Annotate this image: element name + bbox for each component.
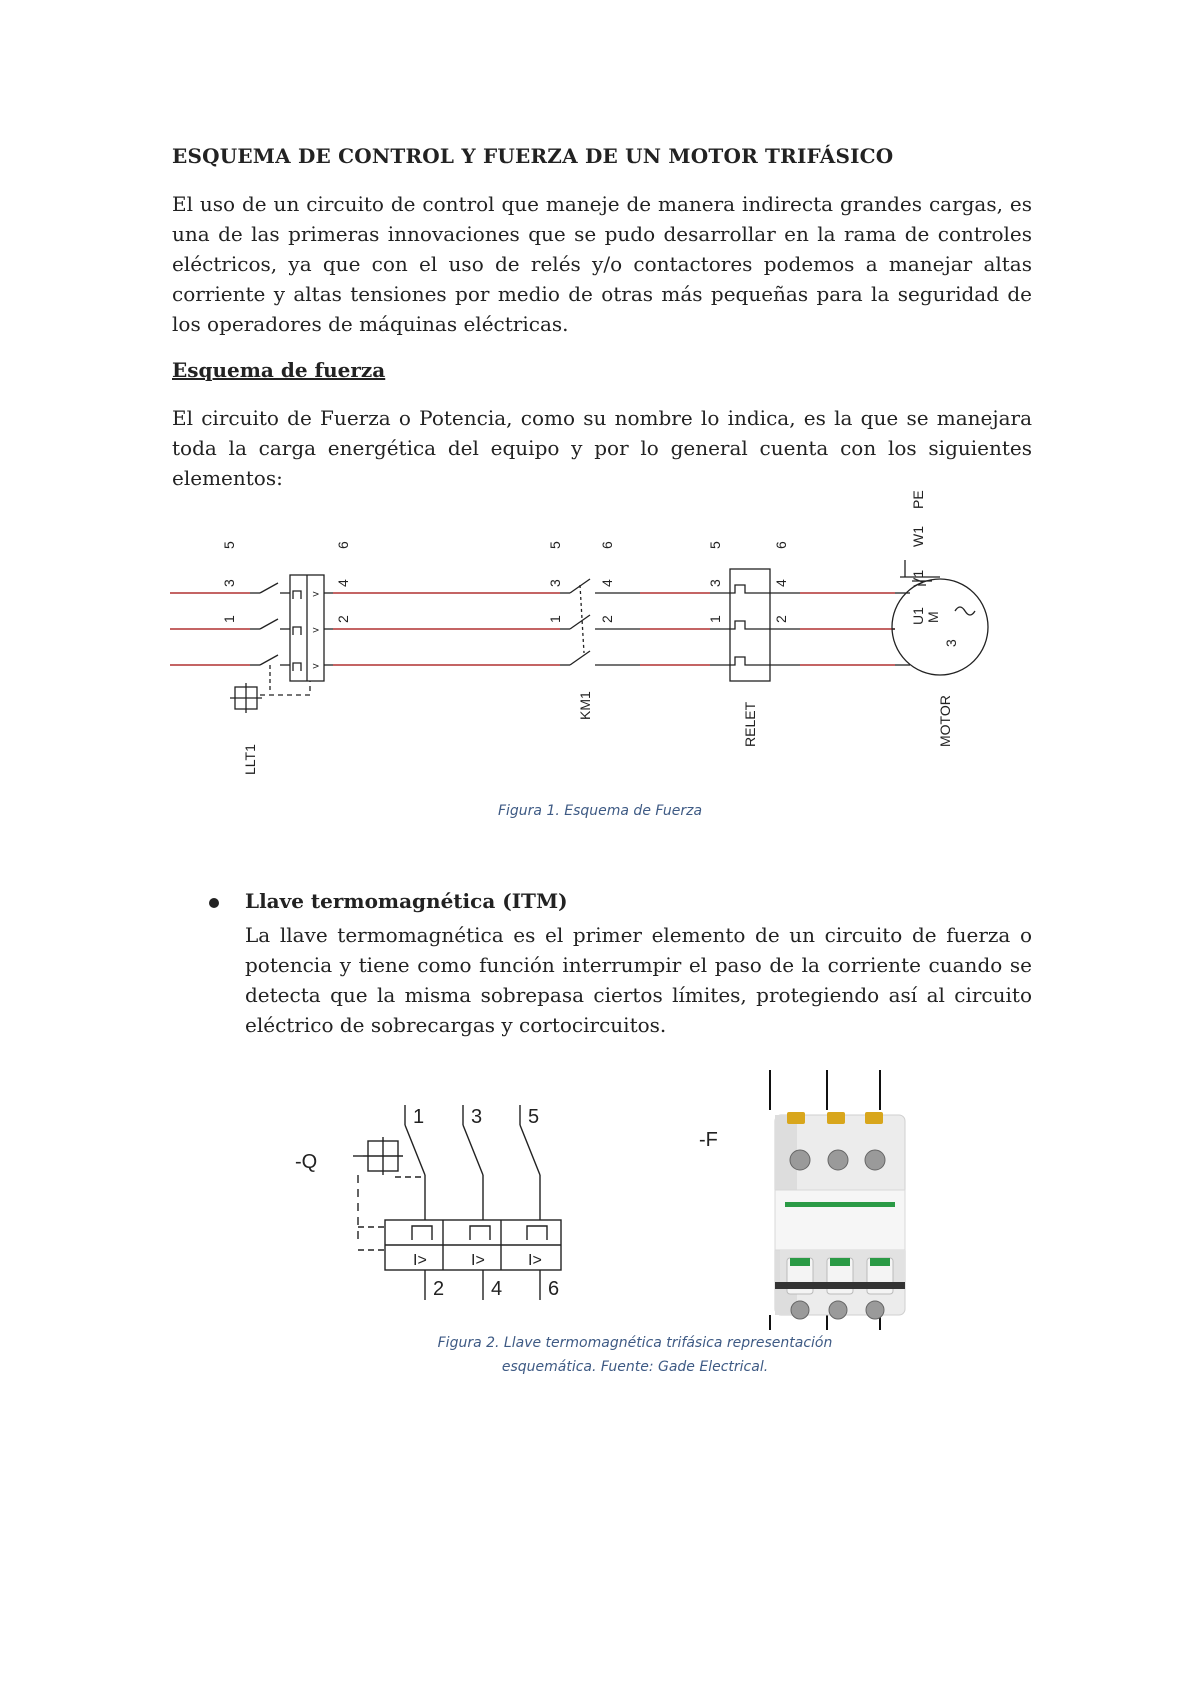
relet-terminal-3: 3	[707, 579, 723, 587]
km1-terminal-4: 4	[599, 579, 615, 587]
relet-terminal-4: 4	[773, 579, 789, 587]
bottom-terminal-4: 4	[491, 1278, 503, 1300]
km1-terminal-1: 1	[547, 615, 563, 623]
relet-terminal-6: 6	[773, 541, 789, 549]
intro-paragraph: El uso de un circuito de control que maneje de manera indirecta grandes cargas, es una de las primeras innovaciones que se pudo desarrollar en la rama de controles eléctricos, ya que con el uso de relés y/o contactores podemos a manejar altas corriente y altas tensiones por medio de otras más pequeñas para la seguridad de los operadores de máquinas eléctricas.	[172, 192, 1032, 336]
figure-2-caption-line-2: esquemática. Fuente: Gade Electrical.	[501, 1359, 769, 1375]
terminal-1-label: 1	[221, 615, 237, 623]
figure-1-caption: Figura 1. Esquema de Fuerza	[497, 803, 703, 819]
top-terminal-3: 3	[471, 1106, 483, 1128]
km1-terminal-5: 5	[547, 541, 563, 549]
bottom-terminal-6: 6	[548, 1278, 560, 1300]
u1-label: U1	[910, 607, 926, 625]
relet-terminal-2: 2	[773, 615, 789, 623]
bullet-heading: Llave termomagnética (ITM)	[245, 889, 568, 913]
top-terminal-1: 1	[413, 1106, 425, 1128]
terminal-6-label: 6	[335, 541, 351, 549]
relet-terminal-5: 5	[707, 541, 723, 549]
terminal-4-label: 4	[335, 579, 351, 587]
trip-symbol-3: I>	[528, 1252, 542, 1269]
v1-label: V1	[910, 569, 926, 587]
motor-symbol-label: M	[925, 611, 941, 623]
breaker-label: LLT1	[242, 744, 258, 775]
top-terminal-5: 5	[528, 1106, 540, 1128]
terminal-3-label: 3	[221, 579, 237, 587]
relay-label: RELET	[742, 701, 758, 747]
km1-terminal-3: 3	[547, 579, 563, 587]
w1-label: W1	[910, 526, 926, 547]
motor-label: MOTOR	[937, 695, 953, 747]
terminal-2-label: 2	[335, 615, 351, 623]
contactor-label: KM1	[577, 691, 593, 720]
figure-2-caption-line-1: Figura 2. Llave termomagnética trifásica representación	[437, 1335, 833, 1351]
breaker-device-illustration	[699, 1070, 910, 1330]
section-heading: Esquema de fuerza	[172, 358, 386, 382]
svg-text:>: >	[312, 626, 320, 636]
km1-terminal-6: 6	[599, 541, 615, 549]
breaker-schematic-diagram	[295, 1095, 595, 1305]
bullet-point	[209, 898, 219, 908]
bottom-terminal-2: 2	[433, 1278, 445, 1300]
bullet-body: La llave termomagnética es el primer elemento de un circuito de fuerza o potencia y tiene como función interrumpir el paso de la corriente cuando se detecta que la misma sobrepasa ciertos límites, protegiendo así al circuito eléctrico de sobrecargas y cortocircuitos.	[245, 923, 1032, 1037]
trip-symbol-2: I>	[471, 1252, 485, 1269]
trip-symbol-1: I>	[413, 1252, 427, 1269]
relet-terminal-1: 1	[707, 615, 723, 623]
svg-text:>: >	[312, 590, 320, 600]
section-paragraph: El circuito de Fuerza o Potencia, como su nombre lo indica, es la que se manejara toda la carga energética del equipo y por lo general cuenta con los siguientes elementos:	[172, 406, 1032, 490]
motor-phases-label: 3	[943, 639, 959, 647]
pe-label: PE	[910, 490, 926, 509]
km1-terminal-2: 2	[599, 615, 615, 623]
schematic-q-label: -Q	[295, 1151, 318, 1173]
photo-f-label: -F	[699, 1129, 718, 1151]
figure-2-caption	[420, 1331, 850, 1379]
terminal-5-label: 5	[221, 541, 237, 549]
page-title: ESQUEMA DE CONTROL Y FUERZA DE UN MOTOR TRIFÁSICO	[172, 144, 894, 168]
power-schematic-diagram	[150, 490, 1050, 785]
svg-text:>: >	[312, 662, 320, 672]
